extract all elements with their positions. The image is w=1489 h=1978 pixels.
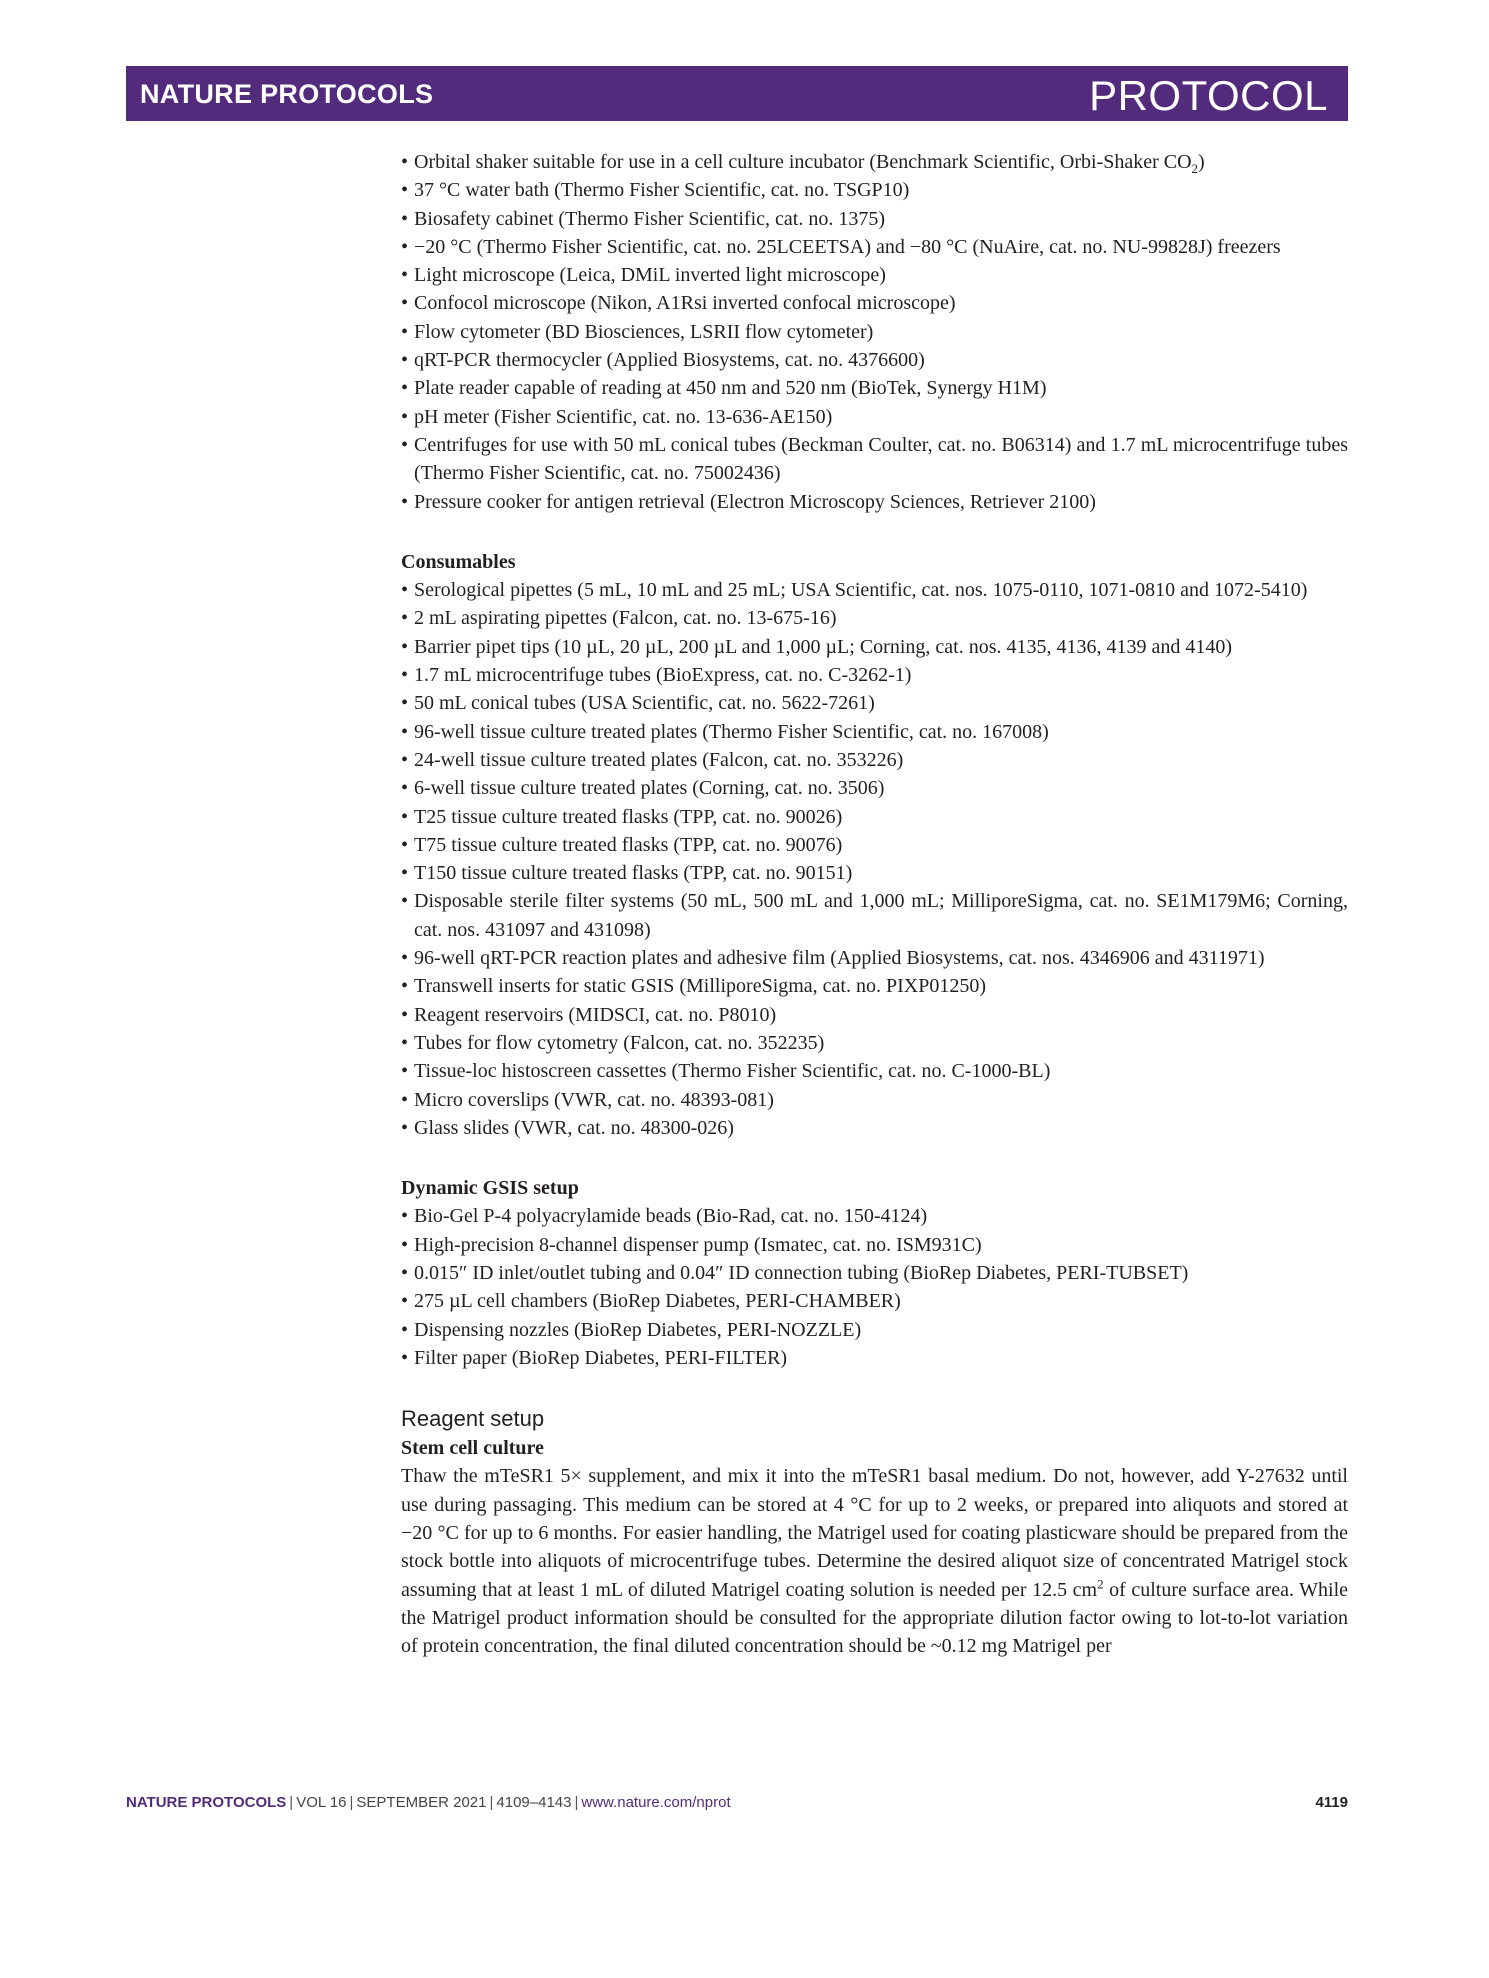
list-item: • 96-well qRT-PCR reaction plates and adhesive film (Applied Biosystems, cat. nos. 4346906 and 4311971) (401, 944, 1348, 972)
list-item: • 2 mL aspirating pipettes (Falcon, cat. no. 13-675-16) (401, 604, 1348, 632)
stem-cell-culture-paragraph: Thaw the mTeSR1 5× supplement, and mix it into the mTeSR1 basal medium. Do not, however, add Y-27632 until use during passaging. This medium can be stored at 4 °C for up to 2 weeks, or prepared into aliquots and stored at −20 °C for up to 6 months. For easier handling, the Matrigel used for coating plasticware should be prepared from the stock bottle into aliquots of microcentrifuge tubes. Determine the desired aliquot size of concentrated Matrigel stock assuming that at least 1 mL of diluted Matrigel coating solution is needed per 12.5 $cm^2$ of culture surface area. While the Matrigel product information should be consulted for the appropriate dilution factor owing to lot-to-lot variation of protein concentration, the final diluted concentration should be ~0.12 mg Matrigel per (401, 1465, 1349, 1658)
list-item: • Light microscope (Leica, DMiL inverted light microscope) (401, 261, 1348, 289)
list-item: • Transwell inserts for static GSIS (MilliporeSigma, cat. no. PIXP01250) (401, 972, 1348, 1000)
dynamic-gsis-list (401, 1202, 1348, 1372)
page-footer: NATURE PROTOCOLS | VOL 16 | SEPTEMBER 2021 | 4109–4143 | www.nature.com/nprot 4119 (126, 1794, 1348, 1811)
list-item: • Bio-Gel P-4 polyacrylamide beads (Bio-Rad, cat. no. 150-4124) (401, 1202, 1348, 1230)
list-item: • Reagent reservoirs (MIDSCI, cat. no. P8010) (401, 1001, 1348, 1029)
list-item: • High-precision 8-channel dispenser pump (Ismatec, cat. no. ISM931C) (401, 1231, 1348, 1259)
list-item: • Tissue-loc histoscreen cassettes (Thermo Fisher Scientific, cat. no. C-1000-BL) (401, 1057, 1348, 1085)
list-item: • Barrier pipet tips (10 µL, 20 µL, 200 µL and 1,000 µL; Corning, cat. nos. 4135, 4136, 4139 and 4140) (401, 633, 1348, 661)
list-item: • Centrifuges for use with 50 mL conical tubes (Beckman Coulter, cat. no. B06314) and 1.7 mL microcentrifuge tubes (Thermo Fisher Scientific, cat. no. 75002436) (401, 431, 1348, 488)
list-item: • 275 µL cell chambers (BioRep Diabetes, PERI-CHAMBER) (401, 1287, 1348, 1315)
footer-volume: VOL 16 (296, 1794, 347, 1811)
list-item: • 0.015″ ID inlet/outlet tubing and 0.04″ ID connection tubing (BioRep Diabetes, PERI-TUBSET) (401, 1259, 1348, 1287)
list-item: • Disposable sterile filter systems (50 mL, 500 mL and 1,000 mL; MilliporeSigma, cat. no. SE1M179M6; Corning, cat. nos. 431097 and 431098) (401, 887, 1348, 944)
stem-cell-culture-heading: Stem cell culture (401, 1437, 544, 1460)
list-item: • T75 tissue culture treated flasks (TPP, cat. no. 90076) (401, 831, 1348, 859)
footer-url-link[interactable]: www.nature.com/nprot (581, 1794, 731, 1811)
article-type: PROTOCOL (1089, 72, 1328, 119)
consumables-list (401, 576, 1348, 1142)
list-item: • 50 mL conical tubes (USA Scientific, cat. no. 5622-7261) (401, 689, 1348, 717)
list-item: • Filter paper (BioRep Diabetes, PERI-FILTER) (401, 1344, 1348, 1372)
journal-name: NATURE PROTOCOLS (140, 79, 434, 109)
dynamic-gsis-heading: Dynamic GSIS setup (401, 1177, 579, 1200)
equipment-list (401, 148, 1348, 516)
list-item: • Flow cytometer (BD Biosciences, LSRII flow cytometer) (401, 318, 1348, 346)
footer-date: SEPTEMBER 2021 (356, 1794, 487, 1811)
consumables-heading: Consumables (401, 550, 516, 573)
list-item: • 37 °C water bath (Thermo Fisher Scientific, cat. no. TSGP10) (401, 176, 1348, 204)
list-item: • Tubes for flow cytometry (Falcon, cat. no. 352235) (401, 1029, 1348, 1057)
list-item: • T25 tissue culture treated flasks (TPP, cat. no. 90026) (401, 803, 1348, 831)
list-item: • 6-well tissue culture treated plates (Corning, cat. no. 3506) (401, 774, 1348, 802)
list-item: • qRT-PCR thermocycler (Applied Biosystems, cat. no. 4376600) (401, 346, 1348, 374)
list-item: • −20 °C (Thermo Fisher Scientific, cat. no. 25LCEETSA) and −80 °C (NuAire, cat. no. NU-99828J) freezers (401, 233, 1348, 261)
list-item: • Orbital shaker suitable for use in a cell culture incubator (Benchmark Scientific, Orbi-Shaker $CO_2$) (401, 148, 1348, 176)
list-item: • Glass slides (VWR, cat. no. 48300-026) (401, 1114, 1348, 1142)
list-item: • 24-well tissue culture treated plates (Falcon, cat. no. 353226) (401, 746, 1348, 774)
list-item: • Micro coverslips (VWR, cat. no. 48393-081) (401, 1086, 1348, 1114)
list-item: • Biosafety cabinet (Thermo Fisher Scientific, cat. no. 1375) (401, 205, 1348, 233)
footer-pages: 4109–4143 (496, 1794, 572, 1811)
list-item: • 96-well tissue culture treated plates (Thermo Fisher Scientific, cat. no. 167008) (401, 718, 1348, 746)
list-item: • pH meter (Fisher Scientific, cat. no. 13-636-AE150) (401, 403, 1348, 431)
list-item: • Pressure cooker for antigen retrieval (Electron Microscopy Sciences, Retriever 2100) (401, 488, 1348, 516)
reagent-setup-heading: Reagent setup (401, 1406, 545, 1432)
list-item: • Serological pipettes (5 mL, 10 mL and 25 mL; USA Scientific, cat. nos. 1075-0110, 1071-0810 and 1072-5410) (401, 576, 1348, 604)
page-header (126, 66, 1348, 121)
list-item: • Dispensing nozzles (BioRep Diabetes, PERI-NOZZLE) (401, 1316, 1348, 1344)
footer-journal: NATURE PROTOCOLS (126, 1794, 287, 1811)
list-item: • Confocol microscope (Nikon, A1Rsi inverted confocal microscope) (401, 289, 1348, 317)
page-number: 4119 (1315, 1794, 1348, 1811)
main-content (401, 148, 1348, 1661)
list-item: • T150 tissue culture treated flasks (TPP, cat. no. 90151) (401, 859, 1348, 887)
list-item: • 1.7 mL microcentrifuge tubes (BioExpress, cat. no. C-3262-1) (401, 661, 1348, 689)
list-item: • Plate reader capable of reading at 450 nm and 520 nm (BioTek, Synergy H1M) (401, 374, 1348, 402)
